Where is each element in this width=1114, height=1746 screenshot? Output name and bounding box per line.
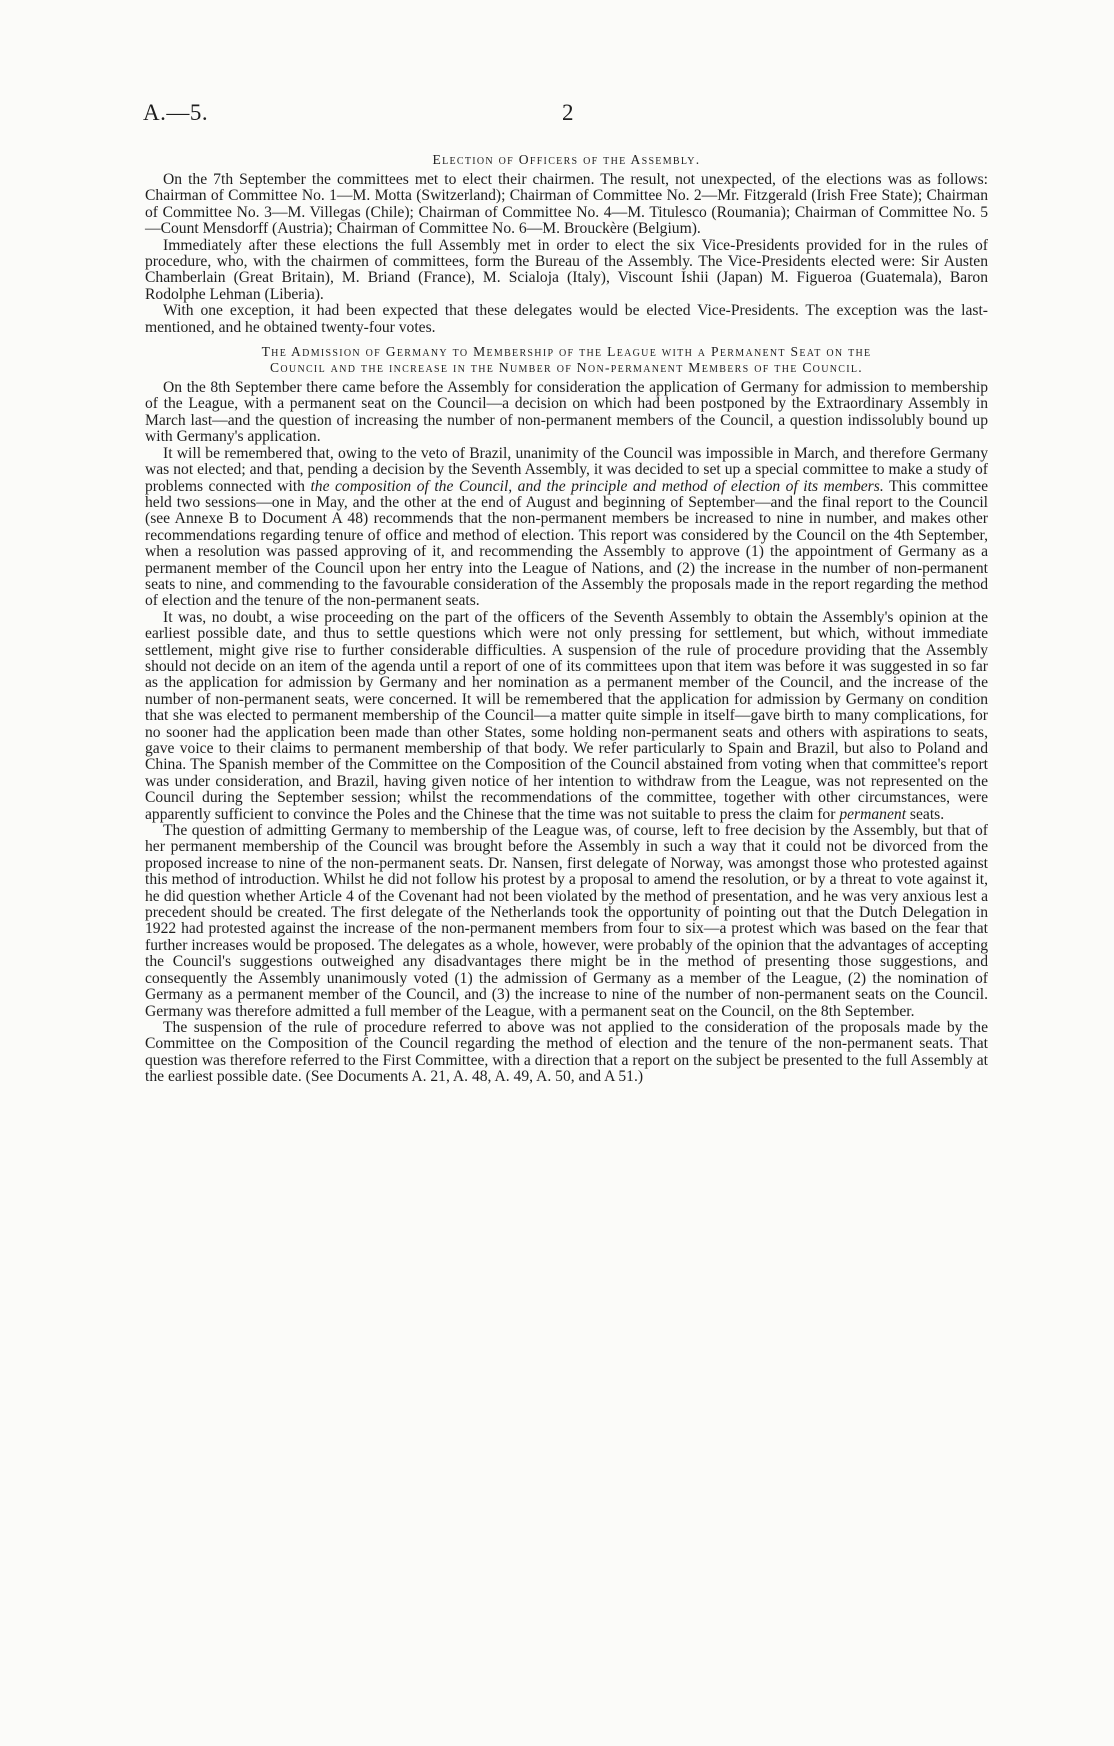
page-number: 2 xyxy=(562,100,574,125)
document-body xyxy=(145,150,988,1086)
section-title-admission-line-2: Council and the increase in the Number of Non-permanent Members of the Council. xyxy=(270,360,863,376)
paragraph-proceeding-italic: permanent xyxy=(839,805,907,823)
paragraph-exception: With one exception, it had been expected that these delegates would be elected Vice-Presidents. The exception was the last-mentioned, and he obtained twenty-four votes. xyxy=(145,302,988,336)
document-reference: A.—5. xyxy=(143,100,209,125)
section-title-admission-line-1: The Admission of Germany to Membership of the League with a Permanent Seat on the xyxy=(261,344,872,360)
section-title-admission xyxy=(145,344,988,376)
paragraph-admitting-germany: The question of admitting Germany to membership of the League was, of course, left to free decision by the Assembly, but that of her permanent membership of the Council was brought before the Assembly in such a way that it could not be divorced from the proposed increase to nine of the non-permanent seats. Dr. Nansen, first delegate of Norway, was amongst those who protested against this method of introduction. Whilst he did not follow his protest by a proposal to amend the resolution, or by a threat to vote against it, he did question whether Article 4 of the Covenant had not been violated by the method of presentation, and he was very anxious lest a precedent should be created. The first delegate of the Netherlands took the opportunity of pointing out that the Dutch Delegation in 1922 had protested against the increase of the non-permanent members from four to six—a protest which was based on the fear that further increases would be proposed. The delegates as a whole, however, were probably of the opinion that the advantages of accepting the Council's suggestions outweighed any disadvantages there might be in the method of presenting those suggestions, and consequently the Assembly unanimously voted (1) the admission of Germany as a member of the League, (2) the nomination of Germany as a permanent member of the Council, and (3) the increase to nine of the number of non-permanent seats on the Council. Germany was therefore admitted a full member of the League, with a permanent seat on the Council, on the 8th September. xyxy=(145,822,989,1020)
paragraph-veto-text-b: This committee held two sessions—one in May, and the other at the end of August and beginning of September—and the final report to the Council (see Annexe B to Document A 48) recommends that the non-permanent members be increased to nine in number, and makes other recommendations regarding tenure of office and method of election. This report was considered by the Council on the 4th September, when a resolution was passed approving of it, and recommending the Assembly to approve (1) the appointment of Germany as a permanent member of the Council upon her entry into the League of Nations, and (2) the increase in the number of non-permanent seats to nine, and commending to the favourable consideration of the Assembly the proposals made in the report regarding the method of election and the tenure of the non-permanent seats. xyxy=(145,477,988,610)
paragraph-application: On the 8th September there came before the Assembly for consideration the application of Germany for admission to membership of the League, with a permanent seat on the Council—a decision on which had been postponed by the Extraordinary Assembly in March last—and the question of increasing the number of non-permanent members of the Council, a question indissolubly bound up with Germany's application. xyxy=(145,379,988,446)
paragraph-veto-italic: the composition of the Council, and the principle and method of election of its members. xyxy=(310,477,884,495)
section-title-election: Election of Officers of the Assembly. xyxy=(432,152,701,167)
paragraph-vice-presidents: Immediately after these elections the full Assembly met in order to elect the six Vice-Presidents provided for in the rules of procedure, who, with the chairmen of committees, form the Bureau of the Assembly. The Vice-Presidents elected were: Sir Austen Chamberlain (Great Britain), M. Briand (France), M. Scialoja (Italy), Viscount Ishii (Japan) M. Figueroa (Guatemala), Baron Rodolphe Lehman (Liberia). xyxy=(145,236,988,303)
paragraph-veto-text-a: It will be remembered that, owing to the veto of Brazil, unanimity of the Council was impossible in March, and therefore Germany was not elected; and that, pending a decision by the Seventh Assembly, it was decided to set up a special committee to make a study of problems connected with xyxy=(145,444,988,495)
paragraph-chairmen: On the 7th September the committees met to elect their chairmen. The result, not unexpected, of the elections was as follows: Chairman of Committee No. 1—M. Motta (Switzerland); Chairman of Committee No. 2—Mr. Fitzgerald (Irish Free State); Chairman of Committee No. 3—M. Villegas (Chile); Chairman of Committee No. 4—M. Titulesco (Roumania); Chairman of Committee No. 5—Count Mensdorff (Austria); Chairman of Committee No. 6—M. Brouckère (Belgium). xyxy=(145,171,988,238)
paragraph-wise-proceeding xyxy=(145,610,988,823)
paragraph-veto-of-brazil xyxy=(145,446,988,610)
paragraph-proceeding-text-a: It was, no doubt, a wise proceeding on the part of the officers of the Seventh Assembly to obtain the Assembly's opinion at the earliest possible date, and thus to settle questions which were not only pressing for settlement, but which, without immediate settlement, might give rise to further considerable difficulties. A suspension of the rule of procedure providing that the Assembly should not decide on an item of the agenda until a report of one of its committees upon that item was before it was suggested in so far as the application for admission by Germany and her nomination as a permanent member of the Council, and the increase of the number of non-permanent seats, were concerned. It will be remembered that the application for admission by Germany on condition that she was elected to permanent membership of the Council—a matter quite simple in itself—gave birth to many complications, for no sooner had the application been made than other States, some holding non-permanent seats and others with aspirations to seats, gave voice to their claims to permanent membership of that body. We refer particularly to Spain and Brazil, but also to Poland and China. The Spanish member of the Committee on the Composition of the Council abstained from voting when that committee's report was under consideration, and Brazil, having given notice of her intention to withdraw from the League, was not represented on the Council during the September session; whilst the recommendations of the committee, together with other circumstances, were apparently sufficient to convince the Poles and the Chinese that the time was not suitable to press the claim for xyxy=(145,608,988,823)
paragraph-proceeding-text-b: seats. xyxy=(906,805,945,823)
paragraph-suspension-of-rule: The suspension of the rule of procedure referred to above was not applied to the consideration of the proposals made by the Committee on the Composition of the Council regarding the method of election and the tenure of the non-permanent seats. That question was therefore referred to the First Committee, with a direction that a report on the subject be presented to the full Assembly at the earliest possible date. (See Documents A. 21, A. 48, A. 49, A. 50, and A 51.) xyxy=(145,1018,988,1086)
